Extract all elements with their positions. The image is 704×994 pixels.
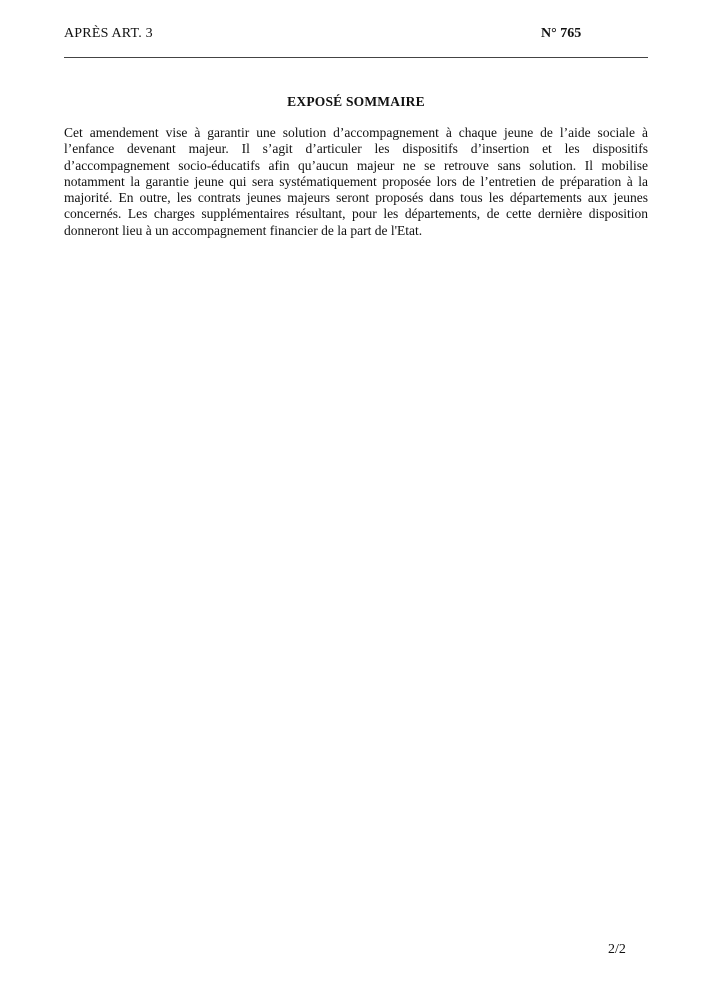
page-number: 2/2 <box>608 942 626 957</box>
header-divider <box>64 57 648 58</box>
section-title: EXPOSÉ SOMMAIRE <box>287 94 425 109</box>
article-reference: APRÈS ART. 3 <box>64 26 153 41</box>
amendment-number: N° 765 <box>541 26 582 41</box>
summary-paragraph: Cet amendement vise à garantir une solution d’accompagnement à chaque jeune de l’aide sociale à l’enfance devenant majeur. Il s’agit d’articuler les dispositifs d’insertion et les dispositifs d’accompagnement socio-éducatifs afin qu’aucun majeur ne se retrouve sans solution. Il mobilise notamment la garantie jeune qui sera systématiquement proposée lors de l’entretien de préparation à la majorité. En outre, les contrats jeunes majeurs seront proposés dans tous les départements aux jeunes concernés. Les charges supplémentaires résultant, pour les départements, de cette dernière disposition donneront lieu à un accompagnement financier de la part de l'Etat. <box>64 125 648 238</box>
